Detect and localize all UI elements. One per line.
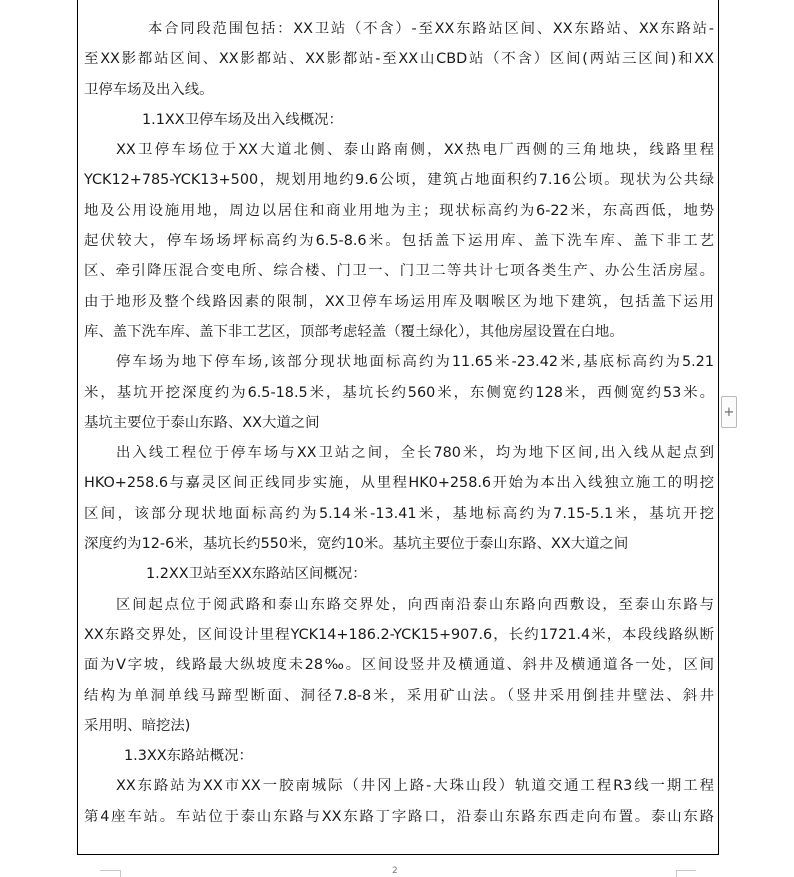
- paragraph-line: 基坑主要位于泰山东路、XX大道之间: [84, 414, 320, 431]
- crop-mark: [120, 870, 121, 877]
- paragraph-line: 面为V字坡，线路最大纵坡度未28‰。区间设竖井及横通道、斜井及横通道各一处，区间: [84, 657, 714, 674]
- plus-icon: +: [723, 404, 735, 420]
- paragraph-line: 地及公用设施用地，周边以居住和商业用地为主；现状标高约为6-22米，东高西低，地势: [84, 202, 714, 219]
- paragraph-line: 第4座车站。车站位于泰山东路与XX东路丁字路口，沿泰山东路东西走向布置。泰山东路: [84, 808, 714, 825]
- paragraph-line: 卫停车场及出入线。: [84, 81, 214, 98]
- section-heading: 1.1XX卫停车场及出入线概况：: [142, 111, 343, 128]
- crop-mark: [676, 870, 696, 871]
- paragraph-line: 结构为单洞单线马蹄型断面、洞径7.8-8米，采用矿山法。（竖井采用倒挂井壁法、斜井: [84, 687, 714, 704]
- paragraph-line: XX东路交界处，区间设计里程YCK14+186.2-YCK15+907.6，长约1721.4米，本段线路纵断: [84, 626, 714, 643]
- paragraph-line: 区间，该部分现状地面标高约为5.14米-13.41米，基地标高约为7.15-5.1米，基坑开挖: [84, 505, 714, 522]
- paragraph-line: 出入线工程位于停车场与XX卫站之间，全长780米，均为地下区间,出入线从起点到: [116, 445, 714, 462]
- paragraph-line: 停车场为地下停车场,该部分现状地面标高约为11.65米-23.42米,基底标高约为5.21: [116, 354, 714, 371]
- paragraph-line: 至XX影都站区间、XX影都站、XX影都站-至XX山CBD站（不含）区间(两站三区间)和XX: [84, 51, 714, 68]
- paragraph-line: 库、盖下洗车库、盖下非工艺区，顶部考虑轻盖（覆土绿化），其他房屋设置在白地。: [84, 323, 624, 340]
- section-heading: 1.3XX东路站概况：: [124, 748, 253, 765]
- paragraph-line: 米，基坑开挖深度约为6.5-18.5米，基坑长约560米，东侧宽约128米，西侧宽约53米。: [84, 384, 714, 401]
- section-heading: 1.2XX卫站至XX东路站区间概况：: [146, 566, 367, 583]
- paragraph-line: 区、牵引降压混合变电所、综合楼、门卫一、门卫二等共计七项各类生产、办公生活房屋。: [84, 263, 714, 280]
- paragraph-line: XX东路站为XX市XX一胶南城际（井冈上路-大珠山段）轨道交通工程R3线一期工程: [116, 778, 714, 795]
- crop-mark: [676, 870, 677, 877]
- paragraph-line: 采用明、暗挖法): [84, 717, 191, 734]
- paragraph-line: 深度约为12-6米，基坑长约550米，宽约10米。基坑主要位于泰山东路、XX大道之间: [84, 536, 629, 553]
- paragraph-line: YCK12+785-YCK13+500，规划用地约9.6公顷，建筑占地面积约7.16公顷。现状为公共绿: [84, 172, 714, 189]
- document-body: [84, 14, 714, 832]
- paragraph-line: 由于地形及整个线路因素的限制，XX卫停车场运用库及咽喉区为地下建筑，包括盖下运用: [84, 293, 714, 310]
- expand-button[interactable]: [721, 396, 737, 428]
- paragraph-line: 区间起点位于阅武路和泰山东路交界处，向西南沿泰山东路向西敷设，至泰山东路与: [116, 596, 714, 613]
- page-number: 2: [392, 866, 398, 876]
- paragraph-line: 本合同段范围包括：XX卫站（不含）-至XX东路站区间、XX东路站、XX东路站-: [148, 21, 714, 37]
- paragraph-line: 起伏较大，停车场场坪标高约为6.5-8.6米。包括盖下运用库、盖下洗车库、盖下非工艺: [84, 233, 714, 250]
- crop-mark: [100, 870, 120, 871]
- paragraph-line: XX卫停车场位于XX大道北侧、泰山路南侧，XX热电厂西侧的三角地块，线路里程: [116, 142, 714, 159]
- paragraph-line: HKO+258.6与嘉灵区间正线同步实施，从里程HK0+258.6开始为本出入线独立施工的明挖: [84, 475, 714, 492]
